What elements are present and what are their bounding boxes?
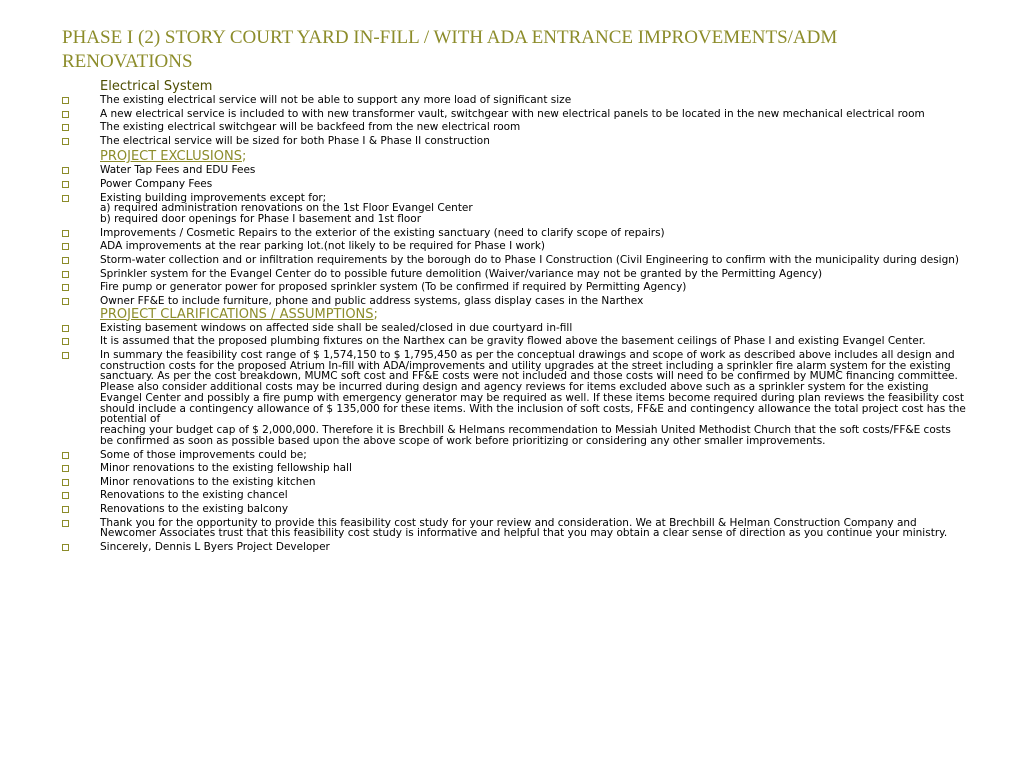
list-item: Thank you for the opportunity to provide this feasibility cost study for your review and consideration. We at Brechbill & Helman Construction Company and Newcomer Associates trust that this feasibility cost study is informative and helpful that you may obtain a clear sense of direction as you continue your ministry. xyxy=(62,518,967,540)
exclusions-heading[interactable] xyxy=(62,149,967,164)
clarifications-heading-suffix: ; xyxy=(373,306,378,322)
clarifications-heading-link[interactable]: PROJECT CLARIFICATIONS / ASSUMPTIONS xyxy=(100,306,374,322)
list-item: Minor renovations to the existing kitchen xyxy=(62,477,967,488)
signature-line: Sincerely, Dennis L Byers Project Developer xyxy=(62,542,967,553)
exclusions-heading-suffix: ; xyxy=(241,149,247,165)
existing-building-line: Existing building improvements except for; xyxy=(100,191,327,204)
list-item-summary xyxy=(62,350,967,447)
list-item: Renovations to the existing chancel xyxy=(62,490,967,501)
list-item: It is assumed that the proposed plumbing fixtures on the Narthex can be gravity flowed above the basement ceilings of Phase I and existing Evangel Center. xyxy=(62,336,967,347)
list-item: Improvements / Cosmetic Repairs to the exterior of the existing sanctuary (need to clarify scope of repairs) xyxy=(62,228,967,239)
slide-title: PHASE I (2) STORY COURT YARD IN-FILL / WITH ADA ENTRANCE IMPROVEMENTS/ADM RENOVATIONS xyxy=(62,27,838,72)
slide-body xyxy=(62,79,967,556)
list-item: Water Tap Fees and EDU Fees xyxy=(62,165,967,176)
list-item: Fire pump or generator power for proposed sprinkler system (To be confirmed if required by Permitting Agency) xyxy=(62,282,967,293)
list-item: ADA improvements at the rear parking lot.(not likely to be required for Phase I work) xyxy=(62,241,967,252)
list-item-existing-building xyxy=(62,193,967,225)
list-item: Storm-water collection and or infiltration requirements by the borough do to Phase I Construction (Civil Engineering to confirm with the municipality during design) xyxy=(62,255,967,266)
existing-building-line: b) required door openings for Phase I basement and 1st floor xyxy=(100,213,422,226)
summary-paragraph: In summary the feasibility cost range of $ 1,574,150 to $ 1,795,450 as per the conceptual drawings and scope of work as described above includes all design and construction costs for the proposed Atrium In-fill with ADA/improvements and utility upgrades at the street including a sprinkler fire alarm system for the existing sanctuary. As per the cost breakdown, MUMC soft cost and FF&E costs were not included and those costs will need to be confirmed by MUMC financing committee. Please also consider additional costs may be incurred during design and agency reviews for items excluded above such as a sprinkler system for the existing Evangel Center and possibly a fire pump with emergency generator may be required as well. If these items become required during plan reviews the feasibility cost should include a contingency allowance of $ 135,000 for these items. With the inclusion of soft costs, FF&E and contingency allowance the total project cost has the potential of xyxy=(100,348,966,426)
list-item: Sprinkler system for the Evangel Center do to possible future demolition (Waiver/variance may not be granted by the Permitting Agency) xyxy=(62,269,967,280)
list-item: The existing electrical switchgear will be backfeed from the new electrical room xyxy=(62,122,967,133)
list-item: Some of those improvements could be; xyxy=(62,450,967,461)
list-item: Renovations to the existing balcony xyxy=(62,504,967,515)
list-item: A new electrical service is included to with new transformer vault, switchgear with new electrical panels to be located in the new mechanical electrical room xyxy=(62,109,967,120)
electrical-heading: Electrical System xyxy=(100,79,213,94)
existing-building-line: a) required administration renovations on the 1st Floor Evangel Center xyxy=(100,202,473,215)
list-item: Owner FF&E to include furniture, phone and public address systems, glass display cases in the Narthex xyxy=(62,296,967,307)
list-item: Power Company Fees xyxy=(62,179,967,190)
summary-paragraph: reaching your budget cap of $ 2,000,000. Therefore it is Brechbill & Helmans recommendation to Messiah United Methodist Church that the soft costs/FF&E costs be confirmed as soon as possible based upon the above scope of work before prioritizing or considering any other smaller improvements. xyxy=(100,424,951,448)
list-item: Existing basement windows on affected side shall be sealed/closed in due courtyard in-fill xyxy=(62,323,967,334)
list-item: The existing electrical service will not be able to support any more load of significant size xyxy=(62,95,967,106)
list-item: The electrical service will be sized for both Phase I & Phase II construction xyxy=(62,136,967,147)
list-item: Minor renovations to the existing fellowship hall xyxy=(62,463,967,474)
exclusions-heading-link[interactable]: PROJECT EXCLUSIONS xyxy=(100,149,242,165)
clarifications-heading[interactable] xyxy=(62,307,967,322)
